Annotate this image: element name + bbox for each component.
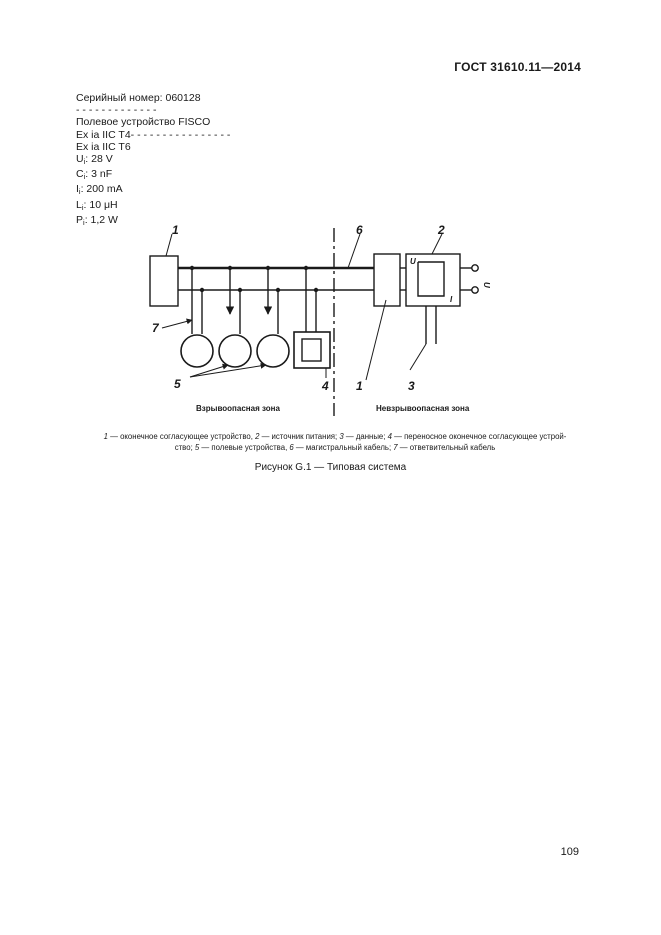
- inner-u-label: U: [410, 257, 416, 266]
- callout-6: 6: [356, 223, 363, 237]
- callout-2: 2: [438, 223, 445, 237]
- field-device-2: [219, 335, 251, 367]
- portable-terminator: [294, 332, 330, 368]
- param-pi: $P_i$: 1,2 W: [76, 213, 118, 227]
- output-u-label: U: [482, 282, 491, 288]
- zone-hazard-label: Взрывоопасная зона: [196, 404, 280, 413]
- param-ci: $C_i$: 3 nF: [76, 168, 113, 182]
- fieldbus-system-diagram: [130, 220, 530, 420]
- figure-legend: 1 — оконечное согласующее устройство, 2 — источник питания; 3 — данные; 4 — переносное оконечное согласующее устрой- ство; 5 — полевые устройства, 6 — магистральный кабель; 7 — ответвительный кабель: [103, 432, 567, 452]
- ex-marking-1: Ex ia IIC T4- - - - - - - - - - - - - - - -: [76, 128, 231, 141]
- terminator-box-left: [150, 256, 178, 306]
- param-ui: $U_i$: 28 V: [76, 153, 113, 167]
- device-label-block: [76, 92, 230, 229]
- zone-safe-label: Невзрывоопасная зона: [376, 404, 470, 413]
- param-li: $L_i$: 10 μH: [76, 198, 118, 212]
- device-type: Полевое устройство FISCO: [76, 116, 211, 129]
- page-number: 109: [560, 846, 579, 858]
- inner-i-label: I: [450, 295, 453, 304]
- callout-7: 7: [152, 321, 159, 335]
- callout-1: 1: [172, 223, 179, 237]
- callout-4: 4: [322, 379, 329, 393]
- document-header: ГОСТ 31610.11—2014: [454, 60, 581, 74]
- serial-number: Серийный номер: 060128: [76, 92, 201, 104]
- callout-3: 3: [408, 379, 415, 393]
- param-ii: $I_i$: 200 mA: [76, 183, 123, 197]
- ex-marking-2: Ex ia IIC T6: [76, 140, 131, 153]
- callout-1-right: 1: [356, 379, 363, 393]
- terminator-box-right: [374, 254, 400, 306]
- label-separator: - - - - - - - - - - - - -: [76, 104, 157, 117]
- callout-5: 5: [174, 377, 181, 391]
- field-device-1: [181, 335, 213, 367]
- figure-title: Рисунок G.1 — Типовая система: [254, 462, 407, 473]
- field-device-3: [257, 335, 289, 367]
